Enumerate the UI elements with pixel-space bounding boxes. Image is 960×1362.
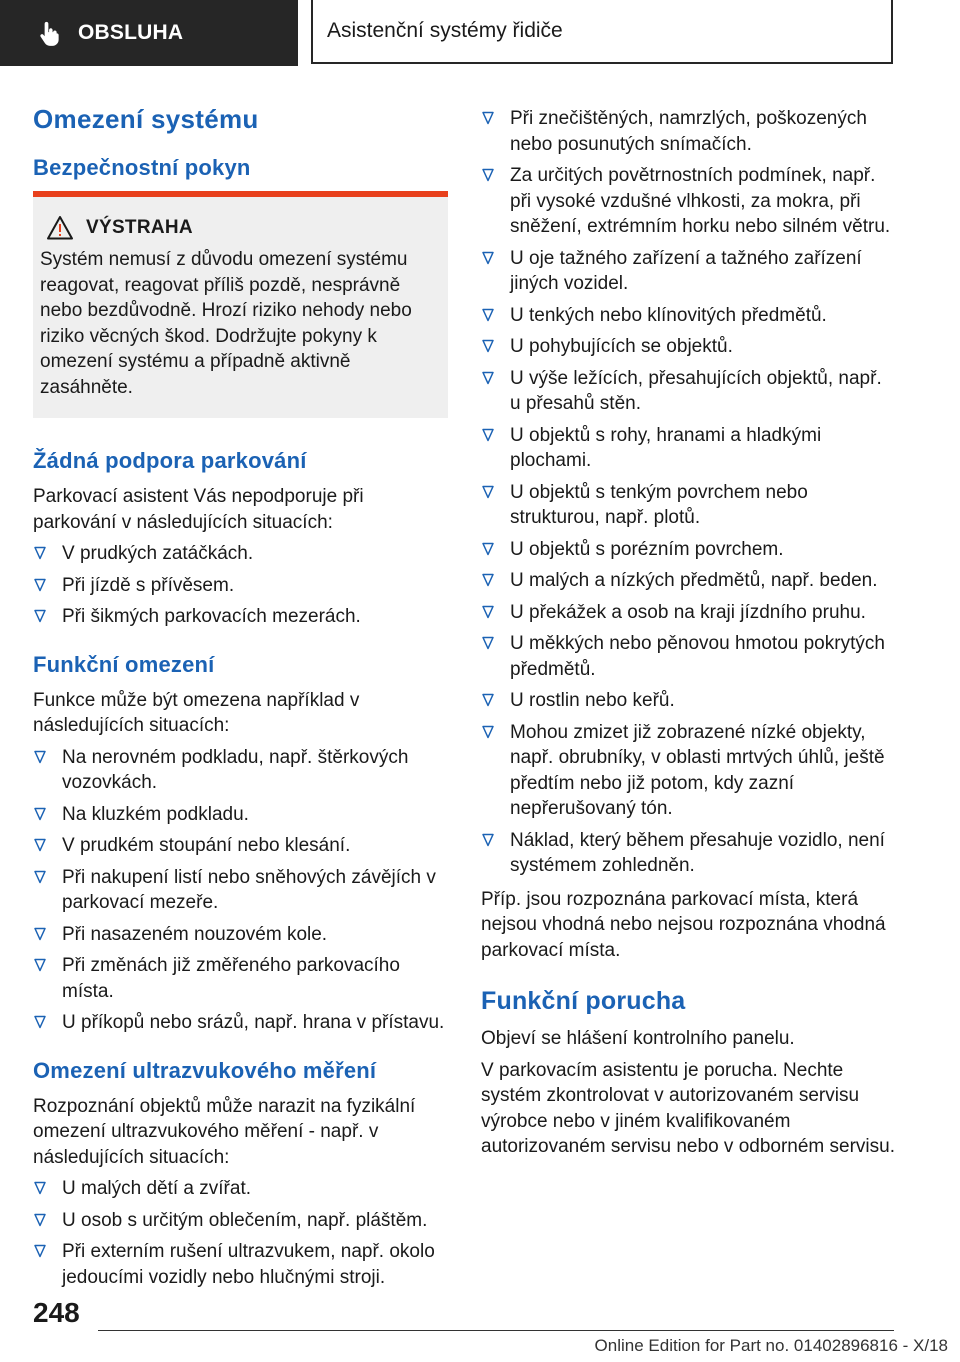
list-item — [33, 541, 448, 567]
list-item-text: U tenkých nebo klínovitých předmětů. — [510, 304, 827, 326]
list-item — [33, 953, 448, 1004]
list-item — [33, 802, 448, 828]
list-item — [481, 631, 896, 682]
list-item — [33, 1208, 448, 1234]
list-item — [481, 480, 896, 531]
breadcrumb: Asistenční systémy řidiče — [327, 19, 563, 42]
bullet-triangle-icon — [482, 251, 494, 265]
list-item-text: U malých dětí a zvířat. — [62, 1178, 252, 1199]
bullet-triangle-icon — [482, 428, 494, 442]
bullet-triangle-icon — [482, 833, 494, 847]
parking-heading: Žádná podpora parkování — [33, 448, 307, 473]
list-item-text: U pohybujících se objektů. — [510, 336, 733, 357]
ultrasonic-list — [33, 1176, 448, 1290]
list-item — [481, 246, 896, 297]
malfunction-text-1: Objeví se hlášení kontrolního panelu. — [481, 1028, 795, 1049]
section-heading: Omezení systému — [33, 104, 259, 134]
list-item-text: V prudkém stoupání nebo klesání. — [62, 835, 351, 856]
list-item — [481, 106, 896, 157]
malfunction-text-2: V parkovacím asistentu je porucha. Nechte systém zkontrolovat v autorizovaném servisu výrobce nebo v jiném kvalifikovaném autorizovaném servisu nebo v odborném servisu. — [481, 1059, 895, 1157]
list-item-text: U výše ležících, přesahujících objektů, např. u přesahů stěn. — [510, 367, 882, 414]
safety-heading: Bezpečnostní pokyn — [33, 155, 251, 180]
bullet-triangle-icon — [482, 605, 494, 619]
list-item — [481, 720, 896, 822]
list-item — [33, 833, 448, 859]
breadcrumb-tab — [311, 0, 893, 64]
functional-heading: Funkční omezení — [33, 651, 215, 677]
bullet-triangle-icon — [34, 1213, 46, 1227]
bullet-triangle-icon — [482, 542, 494, 556]
edition-note: Online Edition for Part no. 01402896816 - X/18 — [594, 1336, 948, 1355]
list-item-text: Při externím rušení ultrazvukem, např. okolo jedoucími vozidly nebo hlučnými stroji. — [62, 1241, 435, 1288]
list-item-text: Při nakupení listí nebo sněhových závějích v parkovací mezeře. — [62, 866, 436, 913]
bullet-triangle-icon — [482, 339, 494, 353]
warning-box — [33, 191, 448, 418]
list-item-text: Náklad, který během přesahuje vozidlo, není systémem zohledněn. — [510, 829, 885, 876]
list-item — [33, 922, 448, 948]
list-item-text: U příkopů nebo srázů, např. hrana v přístavu. — [62, 1012, 445, 1033]
parking-intro: Parkovací asistent Vás nepodporuje při parkování v následujících situacích: — [33, 486, 364, 533]
list-item — [33, 1239, 448, 1290]
list-item-text: Mohou zmizet již zobrazené nízké objekty, např. obrubníky, v oblasti mrtvých úhlů, ještě předtím nebo již potom, kdy zazní nepřerušovaný tón. — [510, 721, 885, 819]
list-item-text: Při změnách již změřeného parkovacího místa. — [62, 955, 400, 1002]
bullet-triangle-icon — [482, 573, 494, 587]
parking-list — [33, 541, 448, 630]
page-number: 248 — [33, 1297, 80, 1328]
hand-pointer-icon — [36, 19, 64, 47]
list-item-text: V prudkých zatáčkách. — [62, 543, 254, 564]
bullet-triangle-icon — [482, 371, 494, 385]
bullet-triangle-icon — [34, 1181, 46, 1195]
bullet-triangle-icon — [34, 927, 46, 941]
page-header — [0, 0, 960, 66]
limitation-list — [481, 106, 896, 879]
list-item — [481, 600, 896, 626]
parking-spaces-note: Příp. jsou rozpoznána parkovací místa, která nejsou vhodná nebo nejsou rozpoznána vhodná parkovací místa. — [481, 888, 886, 961]
functional-list — [33, 745, 448, 1036]
list-item — [481, 423, 896, 474]
ultrasonic-intro: Rozpoznání objektů může narazit na fyzikální omezení ultrazvukového měření - např. v následujících situacích: — [33, 1095, 416, 1168]
list-item — [33, 573, 448, 599]
list-item-text: Na kluzkém podkladu. — [62, 803, 249, 825]
bullet-triangle-icon — [34, 1015, 46, 1029]
list-item — [481, 366, 896, 417]
list-item — [481, 537, 896, 563]
bullet-triangle-icon — [482, 168, 494, 182]
warning-title: VÝSTRAHA — [86, 217, 193, 238]
list-item — [33, 745, 448, 796]
right-column — [481, 96, 896, 1166]
list-item-text: Na nerovném podkladu, např. štěrkových vozovkách. — [62, 746, 409, 793]
list-item — [33, 1010, 448, 1036]
list-item — [481, 163, 896, 240]
bullet-triangle-icon — [482, 111, 494, 125]
list-item-text: U měkkých nebo pěnovou hmotou pokrytých předmětů. — [510, 633, 885, 680]
bullet-triangle-icon — [482, 636, 494, 650]
list-item — [481, 828, 896, 879]
bullet-triangle-icon — [482, 485, 494, 499]
footer-divider — [98, 1330, 894, 1331]
bullet-triangle-icon — [34, 546, 46, 560]
list-item-text: Při znečištěných, namrzlých, poškozených nebo posunutých snímačích. — [510, 108, 867, 155]
warning-header — [40, 215, 440, 241]
list-item-text: Za určitých povětrnostních podmínek, např. při vysoké vzdušné vlhkosti, za mokra, při sněžení, extrémním horku nebo silném větru. — [510, 165, 891, 237]
bullet-triangle-icon — [34, 578, 46, 592]
list-item — [33, 604, 448, 630]
functional-intro: Funkce může být omezena například v následujících situacích: — [33, 689, 360, 736]
section-tab — [0, 0, 298, 66]
bullet-triangle-icon — [34, 958, 46, 972]
list-item — [481, 334, 896, 360]
left-column — [33, 96, 448, 1312]
ultrasonic-heading: Omezení ultrazvukového měření — [33, 1057, 377, 1083]
list-item-text: Při jízdě s přívěsem. — [62, 574, 235, 596]
list-item — [33, 865, 448, 916]
list-item-text: U malých a nízkých předmětů, např. beden. — [510, 570, 878, 591]
list-item-text: U osob s určitým oblečením, např. pláštěm. — [62, 1209, 428, 1231]
bullet-triangle-icon — [34, 870, 46, 884]
warning-text: Systém nemusí z důvodu omezení systému reagovat, reagovat příliš pozdě, nesprávně nebo bezdůvodně. Hrozí riziko nehody nebo riziko věcných škod. Dodržujte pokyny k omezení systému a případně aktivně zasáhněte. — [40, 249, 412, 398]
bullet-triangle-icon — [482, 725, 494, 739]
list-item — [481, 688, 896, 714]
list-item — [33, 1176, 448, 1202]
bullet-triangle-icon — [34, 609, 46, 623]
bullet-triangle-icon — [34, 750, 46, 764]
list-item-text: U oje tažného zařízení a tažného zařízení jiných vozidel. — [510, 247, 862, 294]
bullet-triangle-icon — [34, 838, 46, 852]
list-item-text: U překážek a osob na kraji jízdního pruhu. — [510, 601, 866, 623]
list-item-text: U objektů s rohy, hranami a hladkými plochami. — [510, 424, 822, 471]
list-item — [481, 303, 896, 329]
section-title: OBSLUHA — [78, 21, 184, 44]
list-item-text: Při nasazeném nouzovém kole. — [62, 923, 328, 945]
bullet-triangle-icon — [34, 807, 46, 821]
warning-triangle-icon — [46, 215, 74, 241]
list-item-text: U objektů s porézním povrchem. — [510, 538, 784, 560]
bullet-triangle-icon — [34, 1244, 46, 1258]
bullet-triangle-icon — [482, 693, 494, 707]
list-item-text: U rostlin nebo keřů. — [510, 690, 675, 711]
bullet-triangle-icon — [482, 308, 494, 322]
malfunction-heading: Funkční porucha — [481, 987, 686, 1015]
list-item — [481, 568, 896, 594]
list-item-text: U objektů s tenkým povrchem nebo strukturou, např. plotů. — [510, 481, 808, 528]
list-item-text: Při šikmých parkovacích mezerách. — [62, 606, 361, 627]
